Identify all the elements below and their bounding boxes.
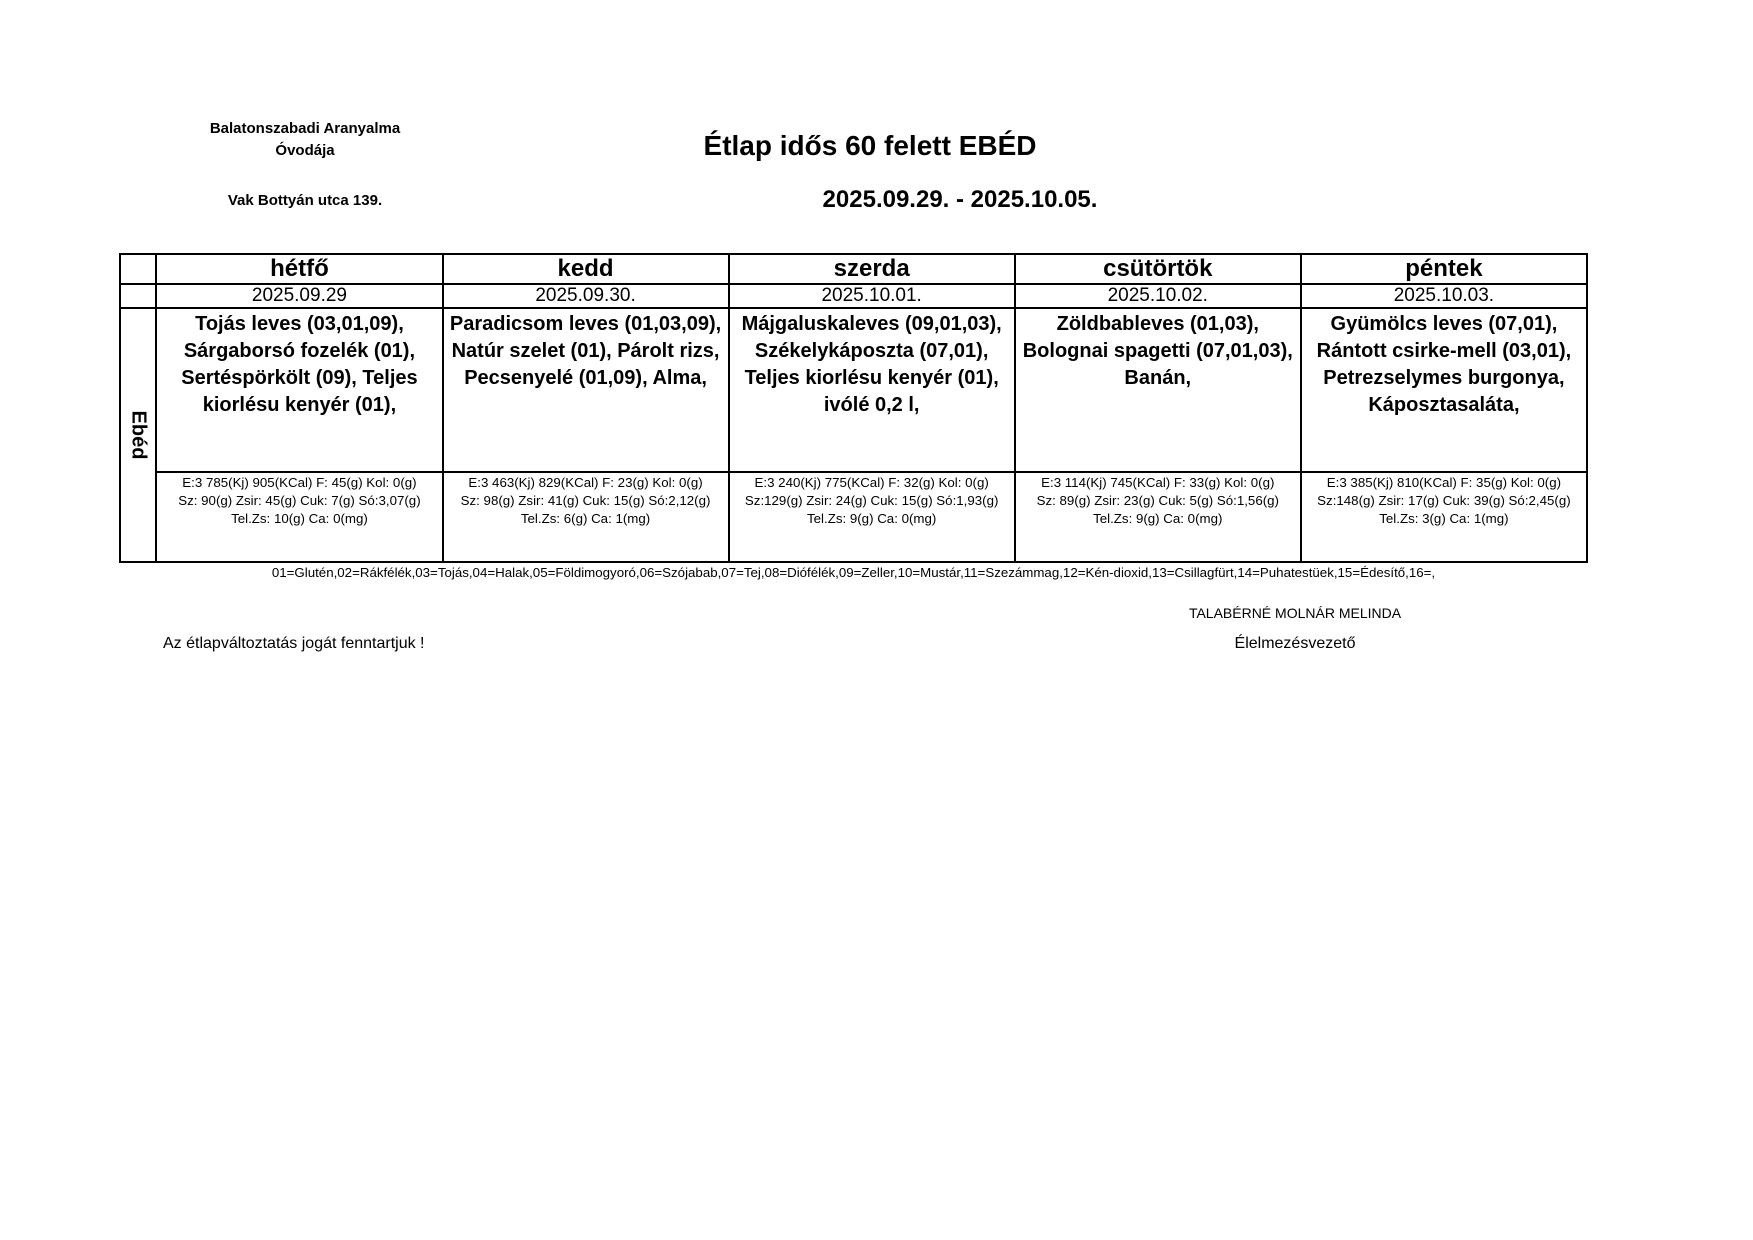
nutrition-line: Tel.Zs: 3(g) Ca: 1(mg)	[1379, 511, 1509, 526]
date-cell	[1015, 284, 1301, 308]
day-name-cell	[1015, 254, 1301, 284]
organization-address: Vak Bottyán utca 139.	[227, 192, 383, 209]
day-name: péntek	[1405, 255, 1483, 282]
day-name-cell	[443, 254, 729, 284]
nutrition-info	[730, 473, 1014, 528]
nutrition-line: Tel.Zs: 10(g) Ca: 0(mg)	[231, 511, 368, 526]
nutrition-info	[157, 473, 441, 528]
food-cell	[729, 308, 1015, 472]
meal-label: Ebéd	[127, 410, 150, 460]
day-name-row	[120, 254, 1587, 284]
day-name: szerda	[833, 255, 910, 282]
page-title: Étlap idős 60 felett EBÉD	[703, 130, 1037, 161]
nutrition-line: Sz:148(g) Zsir: 17(g) Cuk: 39(g) Só:2,45(g)	[1317, 493, 1571, 508]
date-cell	[443, 284, 729, 308]
day-name-cell	[1301, 254, 1587, 284]
allergen-legend: 01=Glutén,02=Rákfélék,03=Tojás,04=Halak,05=Földimogyoró,06=Szójabab,07=Tej,08=Diófélék,09=Zeller,10=Mustár,11=Szezámmag,12=Kén-dioxid,13=Csillagfürt,14=Puhatestüek,15=Édesítő,16=,	[271, 565, 1436, 580]
food-description: Gyümölcs leves (07,01), Rántott csirke-mell (03,01), Petrezselymes burgonya, Káposztasaláta,	[1316, 313, 1572, 416]
nutrition-line: Tel.Zs: 9(g) Ca: 0(mg)	[1093, 511, 1223, 526]
date-range: 2025.09.29. - 2025.10.05.	[822, 186, 1098, 213]
menu-table	[119, 253, 1588, 563]
nutrition-cell	[729, 472, 1015, 562]
nutrition-line: E:3 785(Kj) 905(KCal) F: 45(g) Kol: 0(g)	[182, 475, 417, 490]
nutrition-line: Sz: 89(g) Zsir: 23(g) Cuk: 5(g) Só:1,56(g)	[1036, 493, 1279, 508]
nutrition-line: Sz: 98(g) Zsir: 41(g) Cuk: 15(g) Só:2,12(g)	[460, 493, 711, 508]
nutrition-info	[444, 473, 728, 528]
food-cell	[443, 308, 729, 472]
day-date: 2025.10.01.	[821, 285, 922, 306]
day-name-cell	[729, 254, 1015, 284]
meal-label-cell	[120, 308, 156, 562]
nutrition-info	[1016, 473, 1300, 528]
date-cell	[156, 284, 442, 308]
menu-change-note: Az étlapváltoztatás jogát fenntartjuk !	[163, 635, 425, 652]
nutrition-line: E:3 114(Kj) 745(KCal) F: 33(g) Kol: 0(g)	[1041, 475, 1275, 490]
day-date: 2025.10.02.	[1107, 285, 1208, 306]
nutrition-row	[120, 472, 1587, 562]
nutrition-line: E:3 240(Kj) 775(KCal) F: 32(g) Kol: 0(g)	[754, 475, 989, 490]
day-name: hétfő	[270, 255, 329, 282]
day-name: kedd	[557, 255, 614, 282]
nutrition-cell	[1015, 472, 1301, 562]
signer-role: Élelmezésvezető	[1234, 635, 1356, 652]
date-cell	[1301, 284, 1587, 308]
day-date: 2025.09.29	[251, 285, 347, 306]
organization-line-2: Óvodája	[275, 142, 335, 159]
organization-line-1: Balatonszabadi Aranyalma	[209, 120, 401, 137]
signer-name: TALABÉRNÉ MOLNÁR MELINDA	[1188, 605, 1402, 621]
nutrition-cell	[1301, 472, 1587, 562]
corner-cell	[120, 254, 156, 284]
date-cell	[729, 284, 1015, 308]
day-date: 2025.09.30.	[535, 285, 636, 306]
nutrition-line: E:3 463(Kj) 829(KCal) F: 23(g) Kol: 0(g)	[468, 475, 703, 490]
nutrition-line: Sz:129(g) Zsir: 24(g) Cuk: 15(g) Só:1,93(g)	[744, 493, 999, 508]
nutrition-cell	[443, 472, 729, 562]
nutrition-info	[1302, 473, 1586, 528]
nutrition-line: E:3 385(Kj) 810(KCal) F: 35(g) Kol: 0(g)	[1326, 475, 1562, 490]
nutrition-line: Tel.Zs: 9(g) Ca: 0(mg)	[807, 511, 937, 526]
food-description: Tojás leves (03,01,09), Sárgaborsó fozelék (01), Sertéspörkölt (09), Teljes kiorlésu kenyér (01),	[181, 313, 418, 416]
nutrition-line: Tel.Zs: 6(g) Ca: 1(mg)	[520, 511, 651, 526]
day-name: csütörtök	[1103, 255, 1213, 282]
food-cell	[156, 308, 442, 472]
nutrition-cell	[156, 472, 442, 562]
nutrition-line: Sz: 90(g) Zsir: 45(g) Cuk: 7(g) Só:3,07(g)	[178, 493, 421, 508]
food-cell	[1301, 308, 1587, 472]
date-row	[120, 284, 1587, 308]
organization-name	[150, 118, 460, 162]
food-description: Májgaluskaleves (09,01,03), Székelykáposzta (07,01), Teljes kiorlésu kenyér (01), ivólé 0,2 l,	[741, 313, 1002, 416]
food-row	[120, 308, 1587, 472]
corner-cell	[120, 284, 156, 308]
day-name-cell	[156, 254, 442, 284]
food-cell	[1015, 308, 1301, 472]
food-description: Paradicsom leves (01,03,09), Natúr szelet (01), Párolt rizs, Pecsenyelé (01,09), Alma,	[449, 313, 722, 389]
food-description: Zöldbableves (01,03), Bolognai spagetti (07,01,03), Banán,	[1022, 313, 1293, 389]
day-date: 2025.10.03.	[1393, 285, 1495, 306]
